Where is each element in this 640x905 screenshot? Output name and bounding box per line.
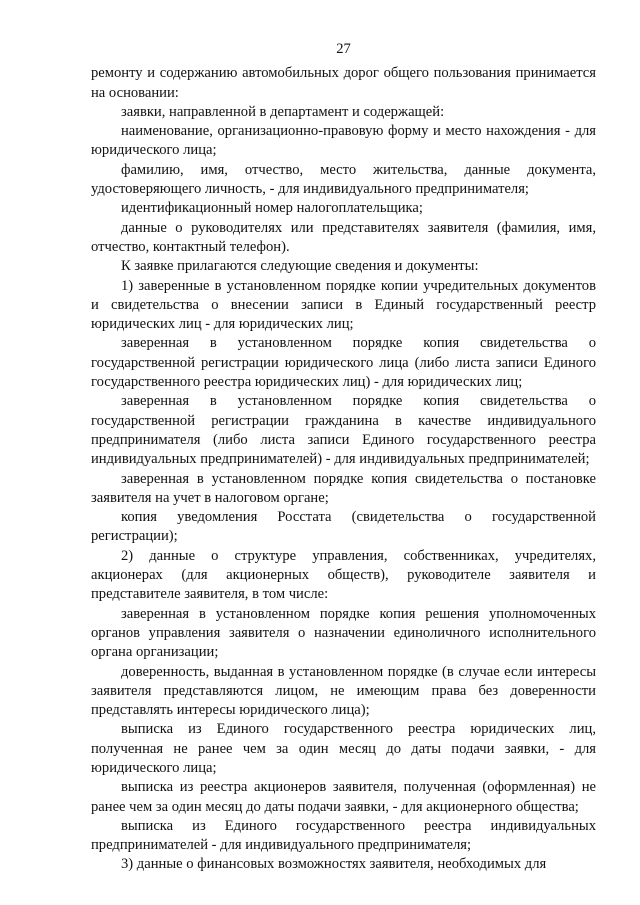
paragraph: заверенная в установленном порядке копия решения уполномоченных органов управления заявителя о назначении единоличного исполнительного органа организации; [91, 605, 596, 661]
paragraph: 2) данные о структуре управления, собственниках, учредителях, акционерах (для акционерных обществ), руководителе заявителя и представителе заявителя, в том числе: [91, 547, 596, 603]
paragraph: ремонту и содержанию автомобильных дорог общего пользования принимается на основании: [91, 65, 596, 101]
paragraph: К заявке прилагаются следующие сведения и документы: [121, 258, 479, 275]
paragraph: заявки, направленной в департамент и содержащей: [121, 103, 445, 120]
paragraph: выписка из Единого государственного реестра индивидуальных предпринимателей - для индивидуального предпринимателя; [91, 817, 596, 854]
document-page [91, 40, 596, 875]
paragraph: 1) заверенные в установленном порядке копии учредительных документов и свидетельства о внесении записи в Единый государственный реестр юридических лиц - для юридических лиц; [91, 277, 596, 333]
document-body [91, 64, 596, 874]
paragraph: копия уведомления Росстата (свидетельства о государственной регистрации); [91, 509, 596, 545]
paragraph: идентификационный номер налогоплательщика; [121, 200, 423, 217]
paragraph: выписка из реестра акционеров заявителя, полученная (оформленная) не ранее чем за один месяц до даты подачи заявки, - для акционерного общества; [91, 779, 596, 815]
page-number: 27 [336, 41, 351, 57]
paragraph: доверенность, выданная в установленном порядке (в случае если интересы заявителя представляются лицом, не имеющим права без доверенности представлять интересы юридического лица); [91, 663, 596, 719]
paragraph: выписка из Единого государственного реестра юридических лиц, полученная не ранее чем за один месяц до даты подачи заявки, - для юридического лица; [91, 721, 596, 776]
paragraph: данные о руководителях или представителях заявителя (фамилия, имя, отчество, контактный телефон). [91, 219, 596, 255]
paragraph: заверенная в установленном порядке копия свидетельства о государственной регистрации юридического лица (либо листа записи Единого государственного реестра юридических лиц) - для юридических лиц; [91, 335, 596, 391]
paragraph: заверенная в установленном порядке копия свидетельства о постановке заявителя на учет в налоговом органе; [91, 470, 596, 506]
paragraph: фамилию, имя, отчество, место жительства, данные документа, удостоверяющего личность, - для индивидуального предпринимателя; [91, 161, 596, 198]
paragraph: наименование, организационно-правовую форму и место нахождения - для юридического лица; [91, 123, 596, 159]
paragraph: заверенная в установленном порядке копия свидетельства о государственной регистрации гражданина в качестве индивидуального предпринимателя (либо листа записи Единого государственного реестра индивидуальных предпринимателей) - для индивидуальных предпринимателей; [91, 393, 596, 468]
paragraph: 3) данные о финансовых возможностях заявителя, необходимых для [121, 856, 547, 873]
